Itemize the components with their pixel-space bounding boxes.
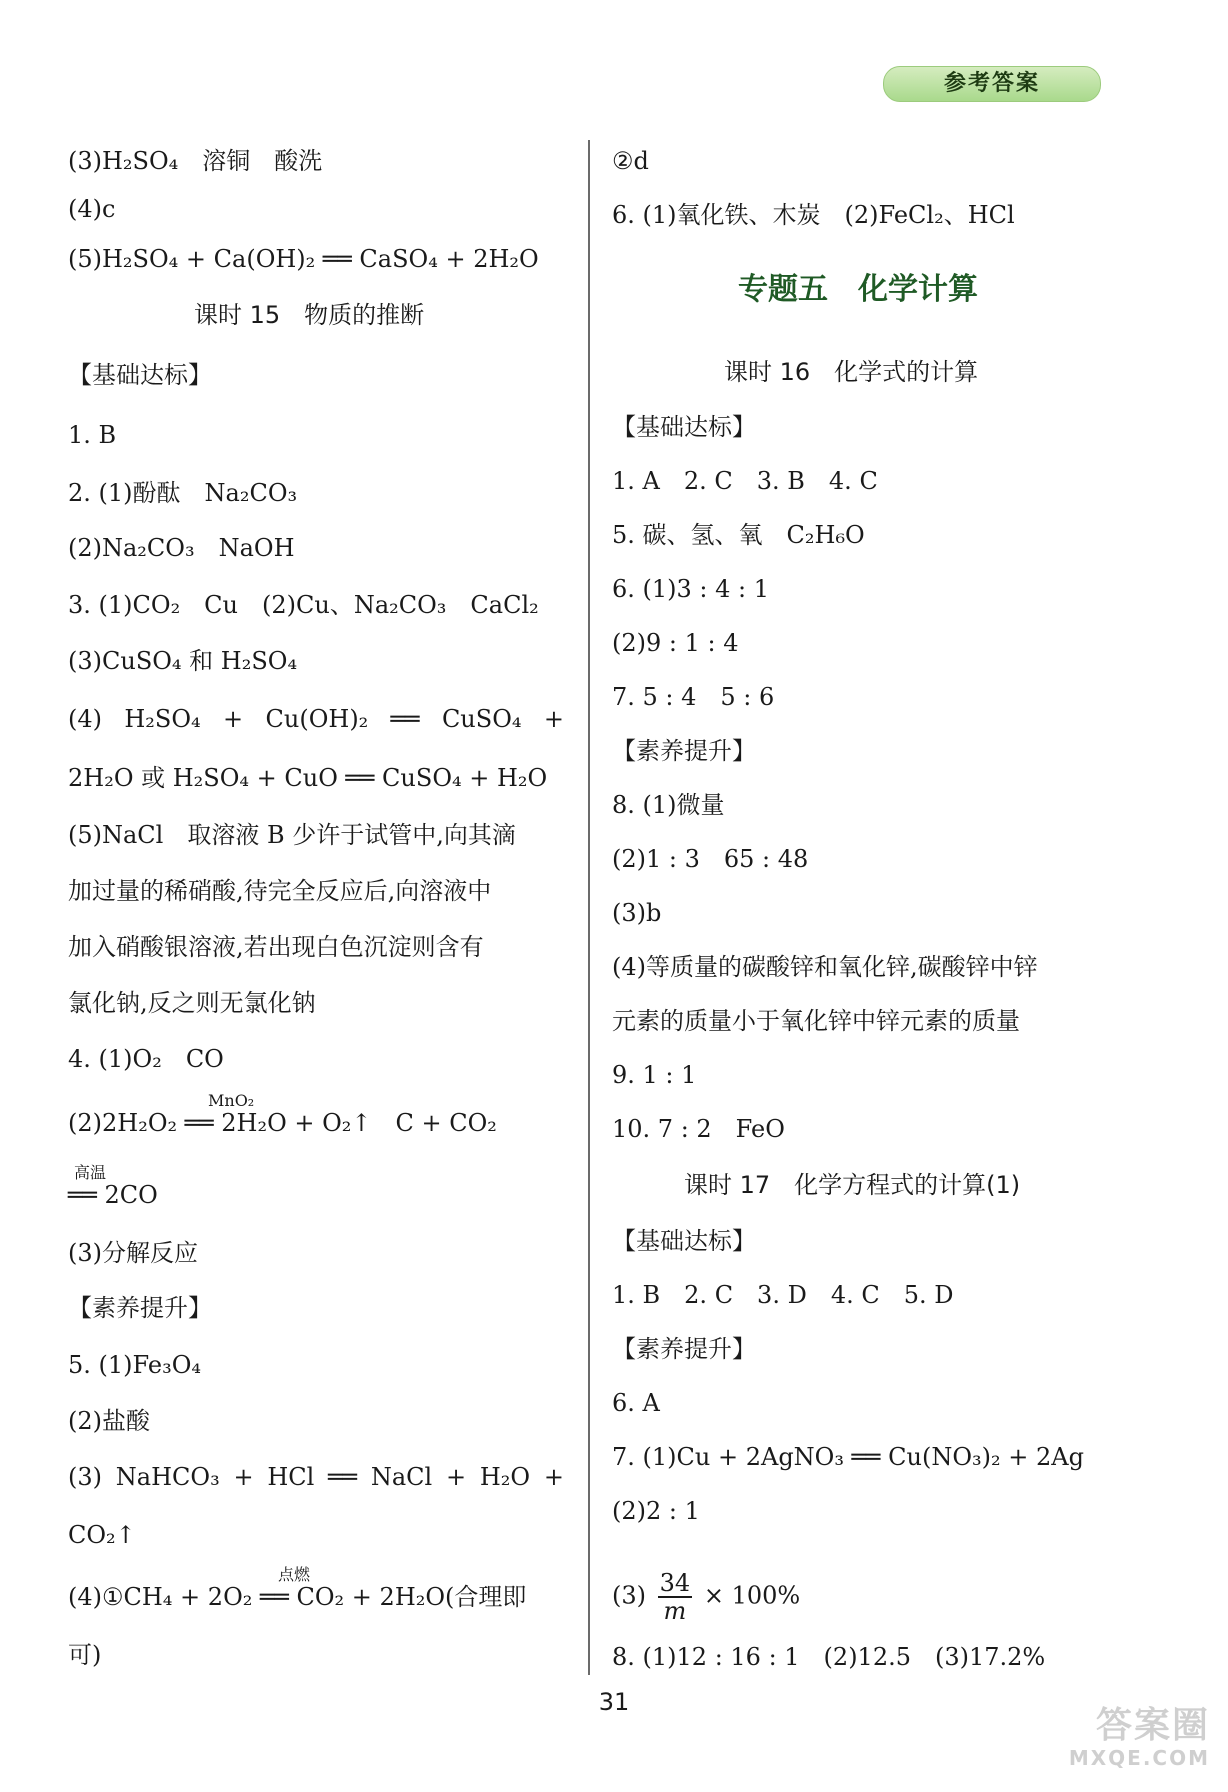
answer-line: (4) H₂SO₄ + Cu(OH)₂ ══ CuSO₄ + [68,705,564,733]
answer-line: 加过量的稀硝酸,待完全反应后,向溶液中 [68,877,492,905]
answer-line: (4)①CH₄ + 2O₂ ══ CO₂ + 2H₂O(合理即 [68,1583,527,1611]
answer-line: (2)Na₂CO₃ NaOH [68,534,295,562]
fraction-numerator: 34 [659,1569,691,1597]
answer-line: 1. A 2. C 3. B 4. C [612,467,878,495]
fraction [658,1570,693,1624]
answer-line: 7. (1)Cu + 2AgNO₃ ══ Cu(NO₃)₂ + 2Ag [612,1443,1084,1471]
answer-key-badge: 参考答案 [883,66,1101,102]
answer-line: 1. B 2. C 3. D 4. C 5. D [612,1281,954,1309]
answer-line: 5. 碳、氢、氧 C₂H₆O [612,521,865,549]
answer-line: 4. (1)O₂ CO [68,1045,224,1073]
answer-line: (5)H₂SO₄ + Ca(OH)₂ ══ CaSO₄ + 2H₂O [68,245,539,273]
answer-line: (4)等质量的碳酸锌和氧化锌,碳酸锌中锌 [612,953,1038,981]
watermark-logo [1050,1706,1210,1772]
answer-line: (3)CuSO₄ 和 H₂SO₄ [68,647,298,675]
answer-line: 6. A [612,1389,660,1417]
answer-line: 7. 5 : 4 5 : 6 [612,683,775,711]
column-divider [588,140,590,1675]
answer-line: 加入硝酸银溶液,若出现白色沉淀则含有 [68,933,484,961]
answer-line: 10. 7 : 2 FeO [612,1115,785,1143]
section-label: 【素养提升】 [68,1294,212,1322]
answer-line: (3)H₂SO₄ 溶铜 酸洗 [68,147,323,175]
answer-line: 6. (1)3 : 4 : 1 [612,575,770,603]
condition-label: 点燃 [278,1565,311,1584]
answer-line: (3)b [612,899,662,927]
answer-line: (5)NaCl 取溶液 B 少许于试管中,向其滴 [68,821,516,849]
answer-line: CO₂↑ [68,1521,136,1549]
answer-line-fraction [612,1570,800,1624]
answer-line: (2)1 : 3 65 : 48 [612,845,809,873]
answer-line: 1. B [68,421,117,449]
fraction-suffix: × 100% [703,1581,801,1610]
watermark-line2: MXQE.COM [1068,1746,1210,1770]
answer-line: 5. (1)Fe₃O₄ [68,1351,201,1379]
topic-title: 专题五 化学计算 [738,272,978,307]
answer-line: 2H₂O 或 H₂SO₄ + CuO ══ CuSO₄ + H₂O [68,764,548,792]
answer-line: (2)2 : 1 [612,1497,700,1525]
fraction-denominator: m [663,1597,687,1625]
answer-line: 8. (1)微量 [612,791,725,819]
condition-label: 高温 [74,1163,107,1182]
fraction-prefix: (3) [612,1581,646,1610]
section-label: 【基础达标】 [612,1227,756,1255]
answer-line: ②d [612,147,649,175]
answer-line: ══ 2CO [68,1181,158,1209]
watermark-line1: 答案圈 [1095,1705,1210,1746]
answer-line: (2)9 : 1 : 4 [612,629,739,657]
answer-line: 8. (1)12 : 16 : 1 (2)12.5 (3)17.2% [612,1643,1046,1671]
lesson-heading-15: 课时 15 物质的推断 [194,301,425,329]
answer-line: (2)2H₂O₂ ══ 2H₂O + O₂↑ C + CO₂ [68,1109,497,1137]
answer-line: 9. 1 : 1 [612,1061,697,1089]
answer-line: 可) [68,1641,102,1669]
answer-line: 6. (1)氧化铁、木炭 (2)FeCl₂、HCl [612,201,1015,229]
answer-line: (3) NaHCO₃ + HCl ══ NaCl + H₂O + [68,1463,564,1491]
catalyst-label: MnO₂ [208,1091,255,1110]
answer-line: 元素的质量小于氧化锌中锌元素的质量 [612,1007,1020,1035]
answer-line: (3)分解反应 [68,1239,198,1267]
section-label: 【素养提升】 [612,737,756,765]
answer-line: (2)盐酸 [68,1407,150,1435]
lesson-heading-16: 课时 16 化学式的计算 [724,358,979,386]
lesson-heading-17: 课时 17 化学方程式的计算(1) [684,1171,1021,1199]
answer-line: 3. (1)CO₂ Cu (2)Cu、Na₂CO₃ CaCl₂ [68,591,539,619]
section-label: 【基础达标】 [612,413,756,441]
answer-line: 氯化钠,反之则无氯化钠 [68,989,316,1017]
section-label: 【素养提升】 [612,1335,756,1363]
section-label: 【基础达标】 [68,361,212,389]
answer-line: (4)c [68,195,116,223]
answer-line: 2. (1)酚酞 Na₂CO₃ [68,479,298,507]
page-number: 31 [598,1688,630,1716]
